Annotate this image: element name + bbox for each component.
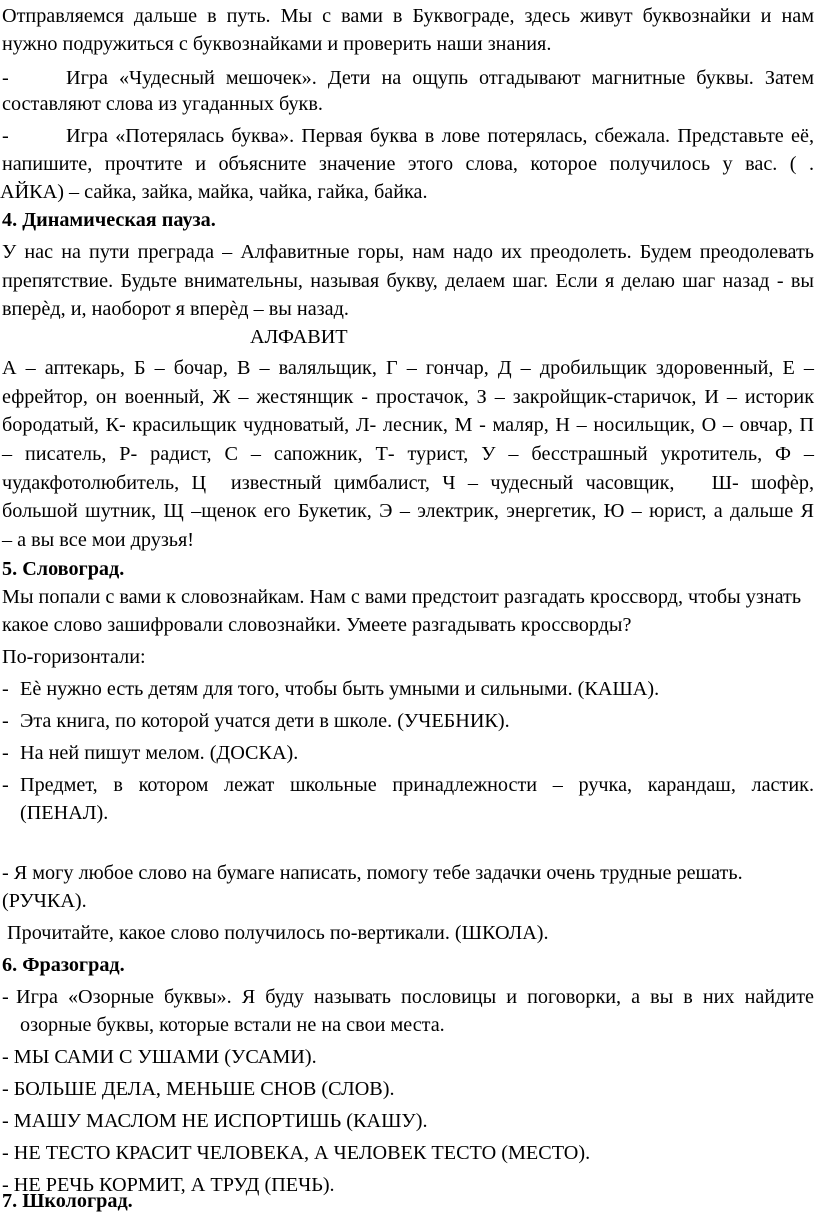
proverb-item: - БОЛЬШЕ ДЕЛА, МЕНЬШЕ СНОВ (СЛОВ). bbox=[2, 1078, 395, 1100]
clue-text: Предмет, в котором лежат школьные принадлежности – ручка, карандаш, ластик. bbox=[20, 774, 814, 796]
list-dash: - bbox=[2, 710, 9, 732]
list-dash: - bbox=[2, 678, 9, 700]
alphabet-title: АЛФАВИТ bbox=[250, 326, 348, 348]
game-item-continued bbox=[2, 1013, 814, 1037]
section-heading: 6. Фразоград. bbox=[2, 954, 125, 976]
alphabet-line: А – аптекарь, Б – бочар, В – валяльщик, Г – гончар, Д – дробильщик здоровенный, Е – bbox=[2, 357, 814, 379]
game-line: Игра «Потерялась буква». Первая буква в лове потерялась, сбежала. Представьте её, bbox=[66, 125, 814, 147]
clue-item bbox=[2, 773, 814, 797]
proverb-item: - НЕ РЕЧЬ КОРМИТ, А ТРУД (ПЕЧЬ). bbox=[2, 1174, 335, 1196]
proverb-item: - МЫ САМИ С УШАМИ (УСАМИ). bbox=[2, 1046, 317, 1068]
clue-text: (ПЕНАЛ). bbox=[20, 802, 109, 824]
clue-text: Эта книга, по которой учатся дети в школе. (УЧЕБНИК). bbox=[20, 710, 510, 732]
clue-item bbox=[2, 741, 814, 765]
alphabet-line: чудакфотолюбитель, Ц известный цимбалист, Ч – чудесный часовщик, Ш- шофѐр, bbox=[2, 472, 814, 494]
alphabet-line: большой шутник, Щ –щенок его Букетик, Э – электрик, энергетик, Ю – юрист, а дальше Я bbox=[2, 500, 814, 522]
clue-item-continued: (РУЧКА). bbox=[2, 890, 87, 912]
intro-line-2: нужно подружиться с буквознайками и проверить наши знания. bbox=[2, 33, 552, 55]
game-line: озорные буквы, которые встали не на свои места. bbox=[20, 1014, 445, 1036]
section-heading: 5. Словоград. bbox=[2, 558, 125, 580]
paragraph-line: У нас на пути преграда – Алфавитные горы, нам надо их преодолеть. Будем преодолевать bbox=[2, 241, 814, 263]
section-heading: 7. Школоград. bbox=[2, 1190, 133, 1212]
game-line-continued: АЙКА) – сайка, зайка, майка, чайка, гайка, байка. bbox=[0, 181, 428, 203]
game-line-continued: составляют слова из угаданных букв. bbox=[2, 93, 323, 115]
section-heading: 4. Динамическая пауза. bbox=[2, 209, 216, 231]
proverb-item: - МАШУ МАСЛОМ НЕ ИСПОРТИШЬ (КАШУ). bbox=[2, 1110, 428, 1132]
clue-item bbox=[2, 709, 814, 733]
clue-text: На ней пишут мелом. (ДОСКА). bbox=[20, 742, 299, 764]
game-line-continued: напишите, прочтите и объясните значение этого слова, которое получилось у вас. ( . bbox=[2, 153, 814, 175]
list-dash: - bbox=[2, 774, 9, 796]
alphabet-line: – а вы все мои друзья! bbox=[2, 529, 195, 551]
paragraph-line: Мы попали с вами к словознайкам. Нам с вами предстоит разгадать кроссворд, чтобы узнать bbox=[2, 586, 802, 608]
paragraph-line: какое слово зашифровали словознайки. Умеете разгадывать кроссворды? bbox=[2, 614, 632, 636]
list-dash: - bbox=[2, 67, 9, 89]
game-line: Игра «Озорные буквы». Я буду называть пословицы и поговорки, а вы в них найдите bbox=[16, 986, 814, 1008]
alphabet-line: бородатый, К- красильщик чудноватый, Л- лесник, М - маляр, Н – носильщик, О – овчар, П bbox=[2, 414, 814, 436]
game-item-magic-bag bbox=[2, 66, 814, 90]
clue-item bbox=[2, 677, 814, 701]
clue-item: - Я могу любое слово на бумаге написать, помогу тебе задачки очень трудные решать. bbox=[2, 862, 743, 884]
list-dash: - bbox=[2, 742, 9, 764]
horizontal-label: По-горизонтали: bbox=[2, 646, 146, 668]
game-item-mischievous-letters bbox=[2, 985, 814, 1009]
paragraph-line: препятствие. Будьте внимательны, называя букву, делаем шаг. Если я делаю шаг назад - вы bbox=[2, 270, 814, 292]
alphabet-line: ефрейтор, он военный, Ж – жестянщик - простачок, З – закройщик-старичок, И – историк bbox=[2, 386, 814, 408]
game-item-lost-letter bbox=[2, 124, 814, 148]
clue-text: Еѐ нужно есть детям для того, чтобы быть умными и сильными. (КАША). bbox=[20, 678, 660, 700]
proverb-item: - НЕ ТЕСТО КРАСИТ ЧЕЛОВЕКА, А ЧЕЛОВЕК ТЕСТО (МЕСТО). bbox=[2, 1142, 591, 1164]
vertical-answer: Прочитайте, какое слово получилось по-вертикали. (ШКОЛА). bbox=[2, 922, 549, 944]
paragraph-line: вперѐд, и, наоборот я вперѐд – вы назад. bbox=[2, 298, 349, 320]
intro-line-1: Отправляемся дальше в путь. Мы с вами в Буквограде, здесь живут буквознайки и нам bbox=[2, 5, 814, 27]
list-dash: - bbox=[2, 125, 9, 147]
list-dash: - bbox=[2, 986, 9, 1008]
alphabet-line: – писатель, Р- радист, С – сапожник, Т- турист, У – бесстрашный укротитель, Ф – bbox=[2, 443, 814, 465]
game-line: Игра «Чудесный мешочек». Дети на ощупь отгадывают магнитные буквы. Затем bbox=[66, 67, 814, 89]
clue-item-continued bbox=[2, 801, 814, 825]
